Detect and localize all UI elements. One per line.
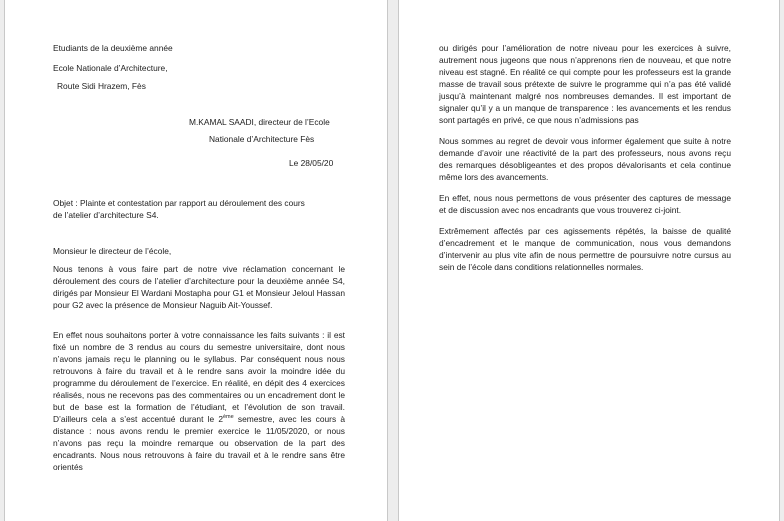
body-paragraph-3-text: ou dirigés pour l’amélioration de notre niveau pour les exercices à suivre, autrement nous jugeons que nous n’apprenons rien de nouveau, et que notre niveau est stagné. En réalité ce qui compte pour les professeurs est la grande masse de travail sous prétexte de suivre le programme qui n’a pas été validé jusqu’à maintenant malgré nos nombreuses demandes. Il est important de signaler qu’il y a un manque de transparence : les avancements et les rendus sont partagés en privé, ce que nous n’admissions pas [439, 43, 731, 125]
body-paragraph-4 [439, 135, 731, 183]
body-paragraph-2-text [53, 329, 345, 473]
document-page-left [4, 0, 388, 521]
body-paragraph-4-text: Nous sommes au regret de devoir vous informer également que suite à notre demande d’avoir une réactivité de la part des professeurs, nous avons reçu des remarques désobligeantes et des propos dévalorisants et cela continue même lors des avancements. [439, 136, 731, 182]
salutation: Monsieur le directeur de l’école, [53, 246, 172, 256]
recipient-line-1: M.KAMAL SAADI, directeur de l’Ecole [189, 117, 330, 127]
body-paragraph-2-part-1: En effet nous souhaitons porter à votre connaissance les faits suivants : il est fixé un nombre de 3 rendus au cours du semestre universitaire, dont nous n’avons jamais reçu le planning ou le syllabus. Par conséquent nous nous retrouvons à faire du travail et à le rendre sans avoir la moindre idée du programme du déroulement de l’exercice. En réalité, en dépit des 4 exercices réalisés, nous ne recevons pas des commentaires ou un encadrement dont le but de base est la formation de l’étudiant, et l’évolution de son travail. D’ailleurs cela a s’est accentué durant le 2 [53, 330, 345, 424]
body-paragraph-5-text: En effet, nous nous permettons de vous présenter des captures de message et de discussion avec nos encadrants que vous trouverez ci-joint. [439, 193, 731, 215]
body-paragraph-3 [439, 42, 731, 126]
sender-line-2: Ecole Nationale d’Architecture, [53, 63, 168, 73]
body-paragraph-6 [439, 225, 731, 273]
subject-line-2: de l’atelier d’architecture S4. [53, 210, 159, 220]
subject-line-1: Objet : Plainte et contestation par rapport au déroulement des cours [53, 198, 305, 208]
body-paragraph-1 [53, 263, 345, 311]
body-paragraph-5 [439, 192, 731, 216]
page-right-content [439, 42, 731, 282]
body-paragraph-2-part-2: semestre, avec les cours à distance : nous avons rendu le premier exercice le 11/05/2020, or nous n’avons pas reçu la moindre remarque ou observation de la part des encadrants. Nous nous retrouvons à faire du travail et à le rendre sans être orientés [53, 414, 346, 472]
sender-line-1: Etudiants de la deuxième année [53, 43, 173, 53]
document-page-right [398, 0, 780, 521]
body-paragraph-1-text: Nous tenons à vous faire part de notre vive réclamation concernant le déroulement des cours de l’atelier d’architecture pour la deuxième année S4, dirigés par Monsieur El Wardani Mostapha pour G1 et Monsieur Jeloul Hassan pour G2 avec la présence de Monsieur Naguib Ait-Youssef. [53, 264, 345, 310]
ordinal-superscript: ème [223, 414, 234, 421]
sender-line-3: Route Sidi Hrazem, Fès [57, 81, 146, 91]
recipient-line-2: Nationale d’Architecture Fès [209, 134, 315, 144]
body-paragraph-6-text: Extrêmement affectés par ces agissements répétés, la baisse de qualité d’encadrement et le manque de communication, nous vous demandons d’intervenir au plus vite afin de nous permettre de poursuivre notre cursus au sein de l’école dans conditions relationnelles normales. [439, 226, 731, 272]
body-paragraph-2 [53, 329, 345, 473]
letter-date: Le 28/05/20 [289, 158, 334, 168]
